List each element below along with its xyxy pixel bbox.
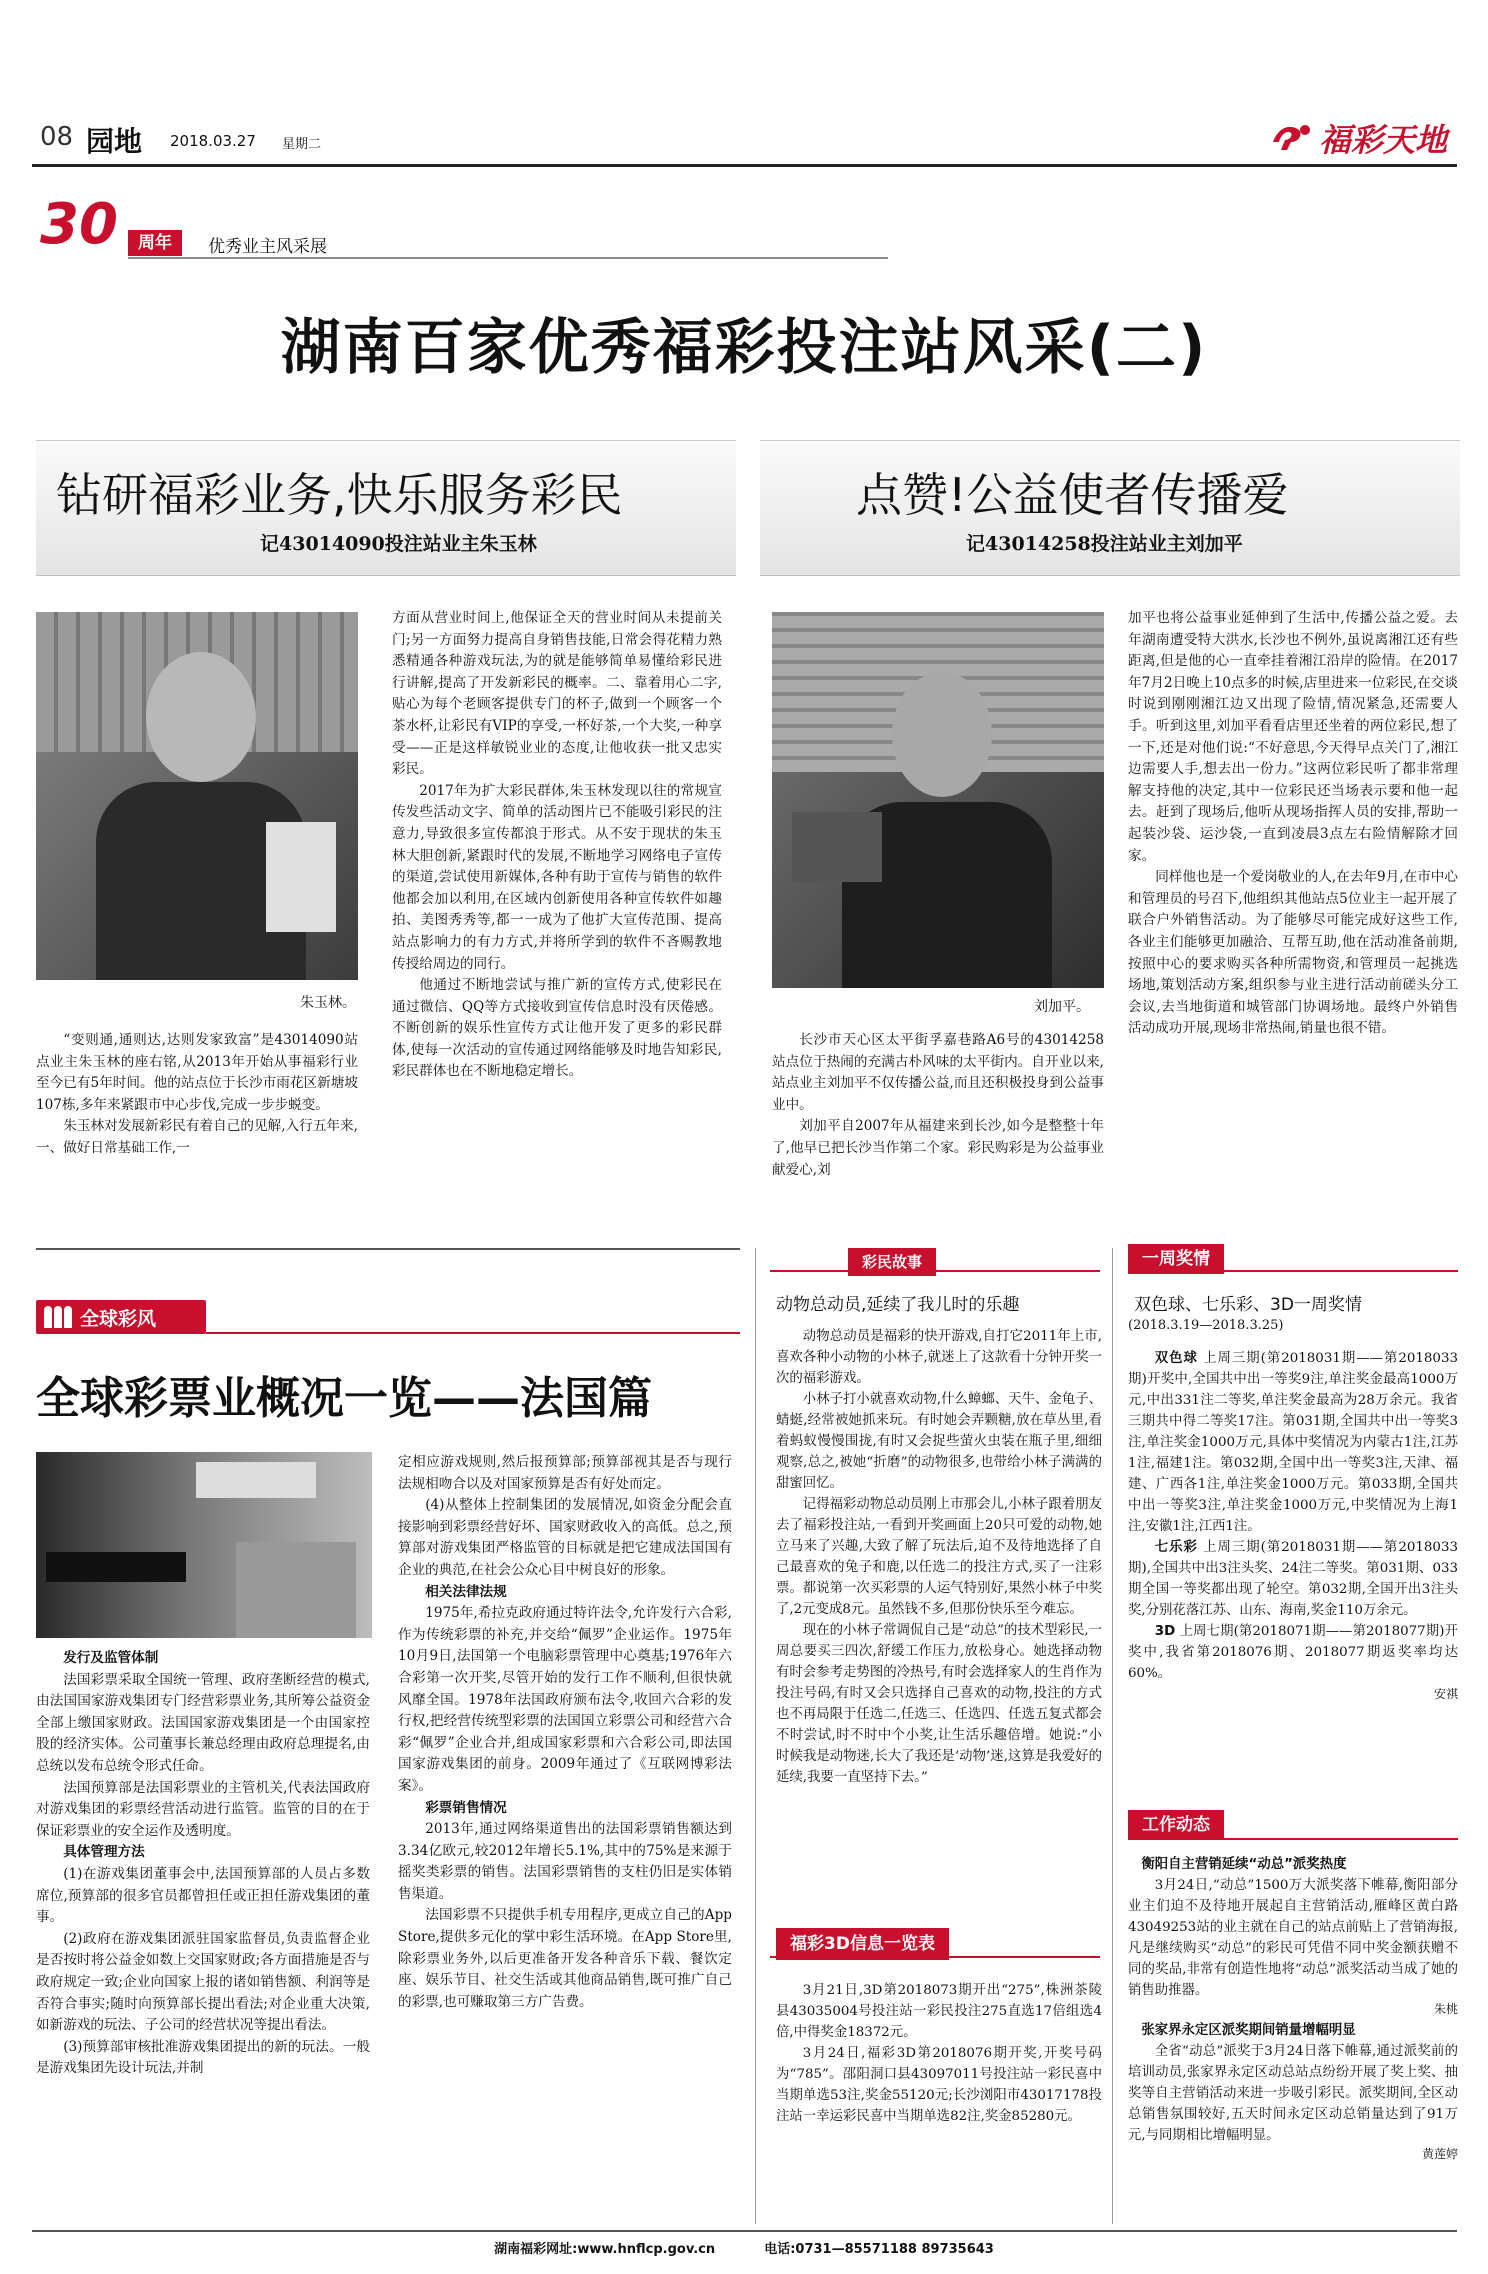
brand-name: 福彩天地	[1318, 121, 1447, 159]
left-headline-banner	[36, 440, 736, 576]
global-col1	[36, 1648, 370, 2080]
paragraph: 3月24日,福彩3D第2018076期开奖,开奖号码为“785”。邵阳洞口县43097011号投注站一彩民喜中当期单选53注,奖金55120元;长沙浏阳市43017178投注站一幸运彩民喜中当期单选82注,奖金85280元。	[776, 2046, 1102, 2124]
footer	[0, 2238, 1488, 2257]
main-title: 湖南百家优秀福彩投注站风采(二)	[280, 313, 1208, 383]
header-rule	[32, 164, 1457, 167]
game-name: 七乐彩	[1154, 1540, 1198, 1555]
header	[32, 118, 1457, 162]
news-title: 衡阳自主营销延续“动总”派奖热度	[1141, 1857, 1347, 1872]
people-icon	[44, 1306, 74, 1328]
left-story-col2	[392, 608, 722, 1083]
weekly-paragraph	[1128, 1621, 1458, 1684]
paragraph: “变则通,通则达,达则发家致富”是43014090站点业主朱玉林的座右铭,从2013年开始从事福彩行业至今已有5年时间。他的站点位于长沙市雨花区新塘坡107栋,多年来紧跟市中心步伐,完成一步步蜕变。	[36, 1032, 358, 1113]
paragraph: 法国彩票采取全国统一管理、政府垄断经营的模式,由法国国家游戏集团专门经营彩票业务,其所筹公益资金全部上缴国家财政。法国国家游戏集团是一个由国家控股的经济实体。公司董事长兼总经理由政府总理提名,由总统以发布总统令形式任命。	[36, 1671, 370, 1774]
paragraph: 刘加平自2007年从福建来到长沙,如今是整整十年了,他早已把长沙当作第二个家。彩民购彩是为公益事业献爱心,刘	[772, 1118, 1104, 1178]
brand-logo	[1269, 118, 1447, 158]
subheading: 具体管理方法	[63, 1844, 145, 1861]
news-author: 朱桃	[1433, 2002, 1458, 2016]
column-divider	[755, 1248, 756, 2224]
left-story-col1	[36, 1030, 358, 1160]
right-headline-banner	[760, 440, 1460, 576]
info-body	[776, 1980, 1102, 2127]
column-divider	[1112, 1248, 1113, 2224]
paragraph: 3月21日,3D第2018073期开出“275”,株洲茶陵县43035004号投注站一彩民投注275直选17倍组选4倍,中得奖金18372元。	[776, 1983, 1102, 2040]
paragraph: 2013年,通过网络渠道售出的法国彩票销售额达到3.34亿欧元,较2012年增长5.1%,其中的75%是来源于摇奖类彩票的销售。法国彩票销售的支柱仍旧是实体销售渠道。	[398, 1821, 732, 1902]
footer-tel-label: 电话:	[764, 2242, 796, 2257]
photo-caption-zhu: 朱玉林。	[300, 995, 356, 1011]
paragraph: 法国彩票不只提供手机专用程序,更成立自己的App Store,提供多元化的掌中彩生活环境。在App Store里,除彩票业务外,以后更准备开发各种音乐下载、餐饮定座、娱乐节目、社交生活或其他商品销售,既可推广自己的彩票,也可赚取第三方广告费。	[398, 1907, 732, 2010]
story-title: 动物总动员,延续了我儿时的乐趣	[776, 1295, 1020, 1315]
right-story-col1	[772, 1030, 1104, 1181]
anniversary-badge	[40, 192, 400, 257]
paragraph: 方面从营业时间上,他保证全天的营业时间从未提前关门;另一方面努力提高自身销售技能,日常会得花精力熟悉精通各种游戏玩法,为的就是能够简单易懂给彩民进行讲解,提高了开发新彩民的概率。二、靠着用心二字,贴心为每个老顾客提供专门的杯子,做到一个顾客一个茶水杯,让彩民有VIP的享受,一杯好茶,一个大奖,一种享受——正是这样敏锐业业的态度,让他收获一批又忠实彩民。	[392, 610, 722, 778]
info-tag: 福彩3D信息一览表	[776, 1928, 949, 1960]
weekly-body	[1128, 1348, 1458, 1705]
weekly-paragraph	[1128, 1537, 1458, 1621]
global-tag	[36, 1300, 206, 1334]
game-result: 上周三期(第2018031期——第2018033期)开奖中,全国共中出一等奖9注,单注奖金最高1000万元,中出331注二等奖,单注奖金最高为28万余元。我省三期共中得二等奖17注。第031期,全国共中出一等奖3注,单注奖金1000万元,具体中奖情况为内蒙古1注,江苏1注,福建1注。第032期,全国中出一等奖3注,天津、福建、广西各1注,单注奖金1000万元。第033期,全国共中出一等奖3注,单注奖金1000万元,中奖情况为上海1注,安徽1注,江西1注。	[1128, 1351, 1458, 1534]
paragraph: 长沙市天心区太平街孚嘉巷路A6号的43014258站点位于热闹的充满古朴风味的太平街内。自开业以来,站点业主刘加平不仅传播公益,而且还积极投身到公益事业中。	[772, 1032, 1104, 1113]
global-col2	[398, 1452, 732, 2013]
global-tag-underline	[206, 1332, 740, 1334]
left-headline: 钻研福彩业务,快乐服务彩民	[56, 468, 623, 522]
anniversary-label: 优秀业主风采展	[208, 237, 327, 257]
news-body: 全省“动总”派奖于3月24日落下帷幕,通过派奖前的培训动员,张家界永定区动总站点纷纷开展了奖上奖、抽奖等自主营销活动来进一步吸引彩民。派奖期间,全区动总销售氛围较好,五天时间永定区动总销量达到了91万元,与同期相比增幅明显。	[1128, 2044, 1458, 2143]
paragraph: 法国预算部是法国彩票业的主管机关,代表法国政府对游戏集团的彩票经营活动进行监管。监管的目的在于保证彩票业的安全运作及透明度。	[36, 1779, 370, 1839]
photo-caption-liu: 刘加平。	[1034, 999, 1090, 1015]
paragraph: 朱玉林对发展新彩民有着自己的见解,入行五年来,一、做好日常基础工作,一	[36, 1118, 358, 1156]
paragraph: (1)在游戏集团董事会中,法国预算部的人员占多数席位,预算部的很多官员都曾担任或正担任游戏集团的董事。	[36, 1865, 370, 1926]
weekly-author: 安祺	[1433, 1687, 1458, 1701]
weekly-title: 双色球、七乐彩、3D一周奖情	[1134, 1295, 1362, 1315]
left-subhead: 记43014090投注站业主朱玉林	[260, 533, 537, 555]
story-body	[776, 1326, 1102, 1788]
paragraph: (2)政府在游戏集团派驻国家监督员,负责监督企业是否按时将公益金如数上交国家财政;各方面措施是否与政府规定一致;企业向国家上报的诸如销售额、利润等是否符合事实;随时向预算部长提出看法;对企业重大决策,如新游戏的玩法、子公司的经营状况等提出看法。	[36, 1930, 370, 2034]
subheading: 相关法律法规	[425, 1583, 507, 1600]
anniversary-number: 30	[40, 192, 118, 257]
paragraph: 1975年,希拉克政府通过特许法令,允许发行六合彩,作为传统彩票的补充,并交给“佩罗”企业运作。1975年10月9日,法国第一个电脑彩票管理中心奠基;1976年六合彩第一次开奖,尽管开始的发行工作不顺利,但很快就风靡全国。1978年法国政府颁布法令,收回六合彩的发行权,把经营传统型彩票的法国国立彩票公司和经营六合彩“佩罗”企业合并,组成国家彩票和六合彩公司,即法国国家游戏集团的前身。2009年通过了《互联网博彩法案》。	[398, 1605, 732, 1794]
brand-mark-icon	[1269, 120, 1313, 156]
story-tag: 彩民故事	[848, 1248, 936, 1276]
paragraph: (3)预算部审核批准游戏集团提出的新的玩法。一般是游戏集团先设计玩法,并制	[36, 2038, 370, 2077]
right-story-col2	[1128, 608, 1458, 1040]
footer-rule	[32, 2230, 1457, 2232]
portrait-photo-liu	[772, 612, 1104, 988]
news-author: 黄莲婷	[1421, 2147, 1458, 2161]
paragraph: 2017年为扩大彩民群体,朱玉林发现以往的常规宣传发些活动文字、简单的活动图片已不能吸引彩民的注意力,导致很多宣传都浪于形式。从不安于现状的朱玉林大胆创新,紧跟时代的发展,不断地学习网络电子宣传的渠道,尝试使用新媒体,各种有助于宣传与销售的软件他都会加以利用,在区域内创新使用各种宣传软件如趣拍、美图秀秀等,都一一成为了他扩大宣传范围、提高站点影响力的有力方式,并将所学到的软件不吝赐教地传授给周边的同行。	[392, 782, 722, 972]
game-result: 上周七期(第2018071期——第2018077期)开奖中,我省第2018076期、2018077期返奖率均达60%。	[1128, 1624, 1458, 1681]
game-name: 双色球	[1154, 1351, 1198, 1366]
section-name: 园地	[86, 125, 143, 158]
news-title: 张家界永定区派奖期间销量增幅明显	[1141, 2023, 1356, 2038]
work-tag: 工作动态	[1128, 1810, 1224, 1840]
paragraph: (4)从整体上控制集团的发展情况,如资金分配会直接影响到彩票经营好坏、国家财政收入的高低。总之,预算部对游戏集团严格监管的目标就是把它建成法国国有企业的典范,在社会公众心目中树良好的形象。	[398, 1497, 732, 1578]
section-divider	[36, 1248, 740, 1250]
paragraph: 记得福彩动物总动员刚上市那会儿,小林子跟着朋友去了福彩投注站,一看到开奖画面上20只可爱的动物,她立马来了兴趣,大致了解了玩法后,迫不及待地选择了自己最喜欢的兔子和鹿,以任选二的投注方式,买了一注彩票。都说第一次买彩票的人运气特别好,果然小林子中奖了,2元变成8元。虽然钱不多,但那份快乐至今难忘。	[776, 1497, 1102, 1617]
footer-site-label: 湖南福彩网址:	[494, 2242, 578, 2257]
weekly-tag: 一周奖情	[1128, 1244, 1224, 1274]
weekly-paragraph	[1128, 1348, 1458, 1537]
global-tag-label: 全球彩风	[80, 1308, 157, 1330]
work-body	[1128, 1854, 1458, 2165]
news-body: 3月24日,“动总”1500万大派奖落下帷幕,衡阳部分业主们迫不及待地开展起自主营销活动,雁峰区黄白路43049253站的业主就在自己的站点前贴上了营销海报,凡是继续购买“动总”的彩民可凭借不同中奖金额获赠不同的奖品,非常有创造性地将“动总”派奖活动当成了她的销售助推器。	[1128, 1878, 1458, 1998]
portrait-photo-zhu	[36, 612, 358, 980]
subheading: 彩票销售情况	[425, 1799, 507, 1816]
right-subhead: 记43014258投注站业主刘加平	[966, 533, 1243, 555]
paragraph: 加平也将公益事业延伸到了生活中,传播公益之爱。去年湖南遭受特大洪水,长沙也不例外,虽说离湘江还有些距离,但是他的心一直牵挂着湘江沿岸的险情。在2017年7月2日晚上10点多的时候,店里进来一位彩民,在交谈时说到刚刚湘江边又出现了险情,情况紧急,还需要人手。听到这里,刘加平看看店里还坐着的两位彩民,想了一下,还是对他们说:“不好意思,今天得早点关门了,湘江边需要人手,想去出一份力。”这两位彩民听了都非常理解支持他的决定,其中一位彩民还当场表示要和他一起去。赶到了现场后,他听从现场指挥人员的安排,帮助一起装沙袋、运沙袋,一直到凌晨3点左右险情解除才回家。	[1128, 610, 1458, 864]
issue-weekday: 星期二	[282, 137, 322, 152]
paragraph: 现在的小林子常调侃自己是“动总”的技术型彩民,一周总要买三四次,舒缓工作压力,放松身心。她选择动物有时会参考走势图的冷热号,有时会选择家人的生肖作为投注号码,有时又会只选择自己喜欢的动物,投注的方式也不再局限于任选二,任选三、任选四、任选五复式都会不时尝试,时不时中个小奖,让生活乐趣倍增。她说:“小时候我是动物迷,长大了我还是‘动物’迷,这算是我爱好的延续,我要一直坚持下去。”	[776, 1623, 1102, 1785]
paragraph: 动物总动员是福彩的快开游戏,自打它2011年上市,喜欢各种小动物的小林子,就迷上了这款看十分钟开奖一次的福彩游戏。	[776, 1329, 1102, 1386]
paragraph: 定相应游戏规则,然后报预算部;预算部视其是否与现行法规相吻合以及对国家预算是否有好处而定。	[398, 1454, 732, 1492]
paragraph: 同样他也是一个爱岗敬业的人,在去年9月,在市中心和管理员的号召下,他组织其他站点5位业主一起开展了联合户外销售活动。为了能够尽可能完成好这些工作,各业主们能够更加融洽、互帮互助,他在活动准备前期,按照中心的要求购买各种所需物资,和管理员一起挑选场地,策划活动方案,组织参与业主进行活动前磋头分工会议,去当地街道和城管部门协调场地。最终户外销售活动成功开展,现场非常热闹,销量也很不错。	[1128, 869, 1458, 1037]
page-number: 08	[40, 122, 74, 152]
lottery-shop-photo	[36, 1452, 372, 1638]
right-headline: 点赞!公益使者传播爱	[856, 468, 1289, 522]
weekly-dates: (2018.3.19—2018.3.25)	[1128, 1318, 1284, 1333]
game-name: 3D	[1154, 1624, 1176, 1639]
subheading: 发行及监管体制	[63, 1650, 159, 1666]
global-headline: 全球彩票业概况一览——法国篇	[36, 1373, 652, 1424]
anniversary-underline	[128, 257, 888, 259]
paragraph: 他通过不断地尝试与推广新的宣传方式,使彩民在通过微信、QQ等方式接收到宣传信息时没有厌倦感。不断创新的娱乐性宣传方式让他开发了更多的彩民群体,使每一次活动的宣传通过网络能够及时地告知彩民,彩民群体也在不断地稳定增长。	[392, 977, 722, 1080]
paragraph: 小林子打小就喜欢动物,什么蟑螂、天牛、金龟子、蜻蜓,经常被她抓来玩。有时她会弄颗糖,放在草丛里,看着蚂蚁慢慢围拢,有时又会捉些萤火虫装在瓶子里,细细观察,总之,被她“折磨”的动物很多,也带给小林子满满的甜蜜回忆。	[776, 1392, 1102, 1491]
issue-date: 2018.03.27	[170, 132, 256, 150]
footer-site-link[interactable]: www.hnflcp.gov.cn	[577, 2242, 716, 2257]
game-result: 上周三期(第2018031期——第2018033期),全国共中出3注头奖、24注二等奖。第031期、033期全国一等奖都出现了轮空。第032期,全国开出3注头奖,分别花落江苏、山东、海南,奖金110万余元。	[1128, 1540, 1458, 1618]
anniversary-suffix: 周年	[128, 230, 182, 256]
footer-tel: 0731—85571188 89735643	[795, 2242, 994, 2257]
